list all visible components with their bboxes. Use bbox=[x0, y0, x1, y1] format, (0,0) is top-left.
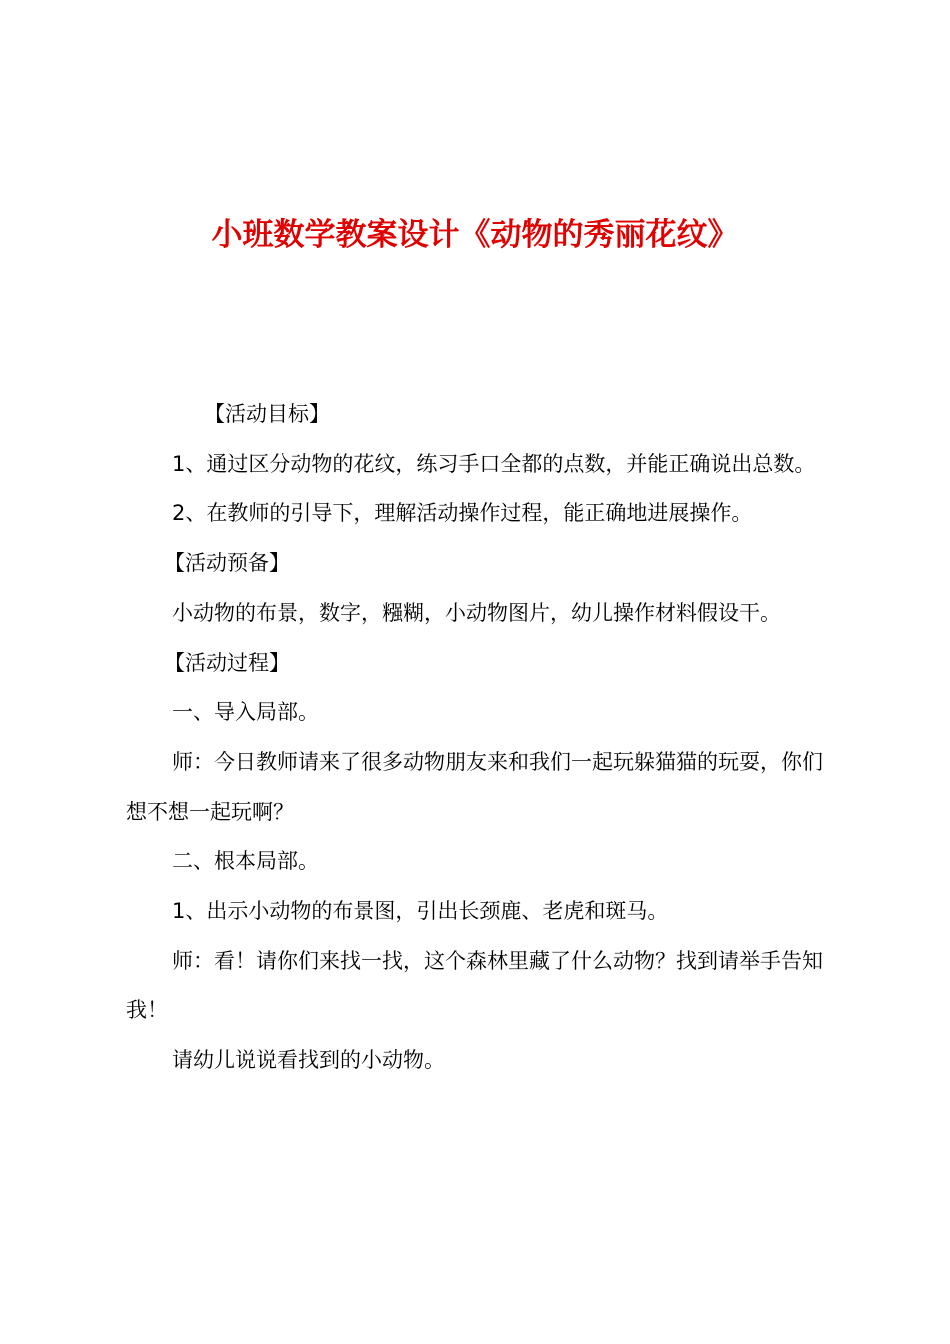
paragraph: 2、在教师的引导下，理解活动操作过程，能正确地进展操作。 bbox=[172, 501, 753, 526]
paragraph: 二、根本局部。 bbox=[172, 849, 319, 874]
section-heading-preparation: 【活动预备】 bbox=[164, 551, 290, 576]
section-heading-goals: 【活动目标】 bbox=[204, 402, 330, 426]
paragraph: 师：今日教师请来了很多动物朋友来和我们一起玩躲猫猫的玩耍，你们想不想一起玩啊？ bbox=[126, 749, 823, 824]
section-heading-process: 【活动过程】 bbox=[164, 650, 290, 675]
paragraph: 师：看！请你们来找一找，这个森林里藏了什么动物？找到请举手告知我！ bbox=[126, 948, 823, 1023]
document-title: 小班数学教案设计《动物的秀丽花纹》 bbox=[211, 217, 739, 253]
paragraph: 小动物的布景，数字，糨糊，小动物图片，幼儿操作材料假设干。 bbox=[172, 600, 781, 625]
paragraph: 一、导入局部。 bbox=[172, 700, 319, 725]
paragraph: 1、通过区分动物的花纹，练习手口全都的点数，并能正确说出总数。 bbox=[172, 451, 816, 476]
document-body bbox=[126, 390, 834, 1086]
paragraph: 1、出示小动物的布景图，引出长颈鹿、老虎和斑马。 bbox=[172, 899, 669, 924]
paragraph: 请幼儿说说看找到的小动物。 bbox=[172, 1048, 445, 1073]
